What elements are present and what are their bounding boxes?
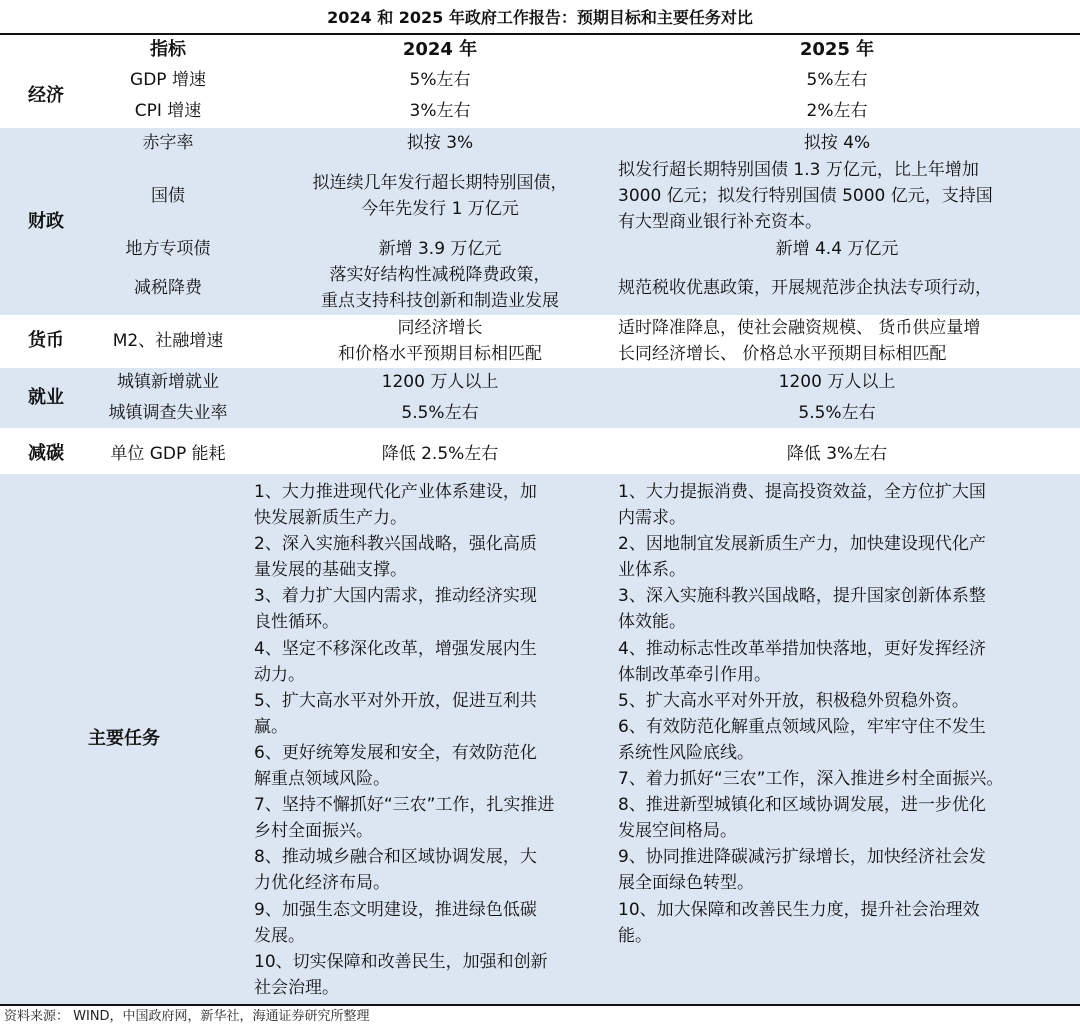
local-bonds-2024: 新增 3.9 万亿元 <box>378 239 502 259</box>
deficit-2025: 拟按 4% <box>803 133 871 153</box>
category-monetary: 货币 <box>28 330 64 351</box>
m2-2025: 适时降准降息，使社会融资规模、 货币供应量增 长同经济增长、 价格总水平预期目标相匹配 <box>618 318 981 364</box>
indicator-bonds: 国债 <box>151 186 185 206</box>
deficit-2024: 拟按 3% <box>406 133 474 153</box>
indicator-local-bonds: 地方专项债 <box>125 239 211 259</box>
indicator-unemployment: 城镇调查失业率 <box>108 403 228 423</box>
indicator-cpi: CPI 增速 <box>134 101 202 121</box>
unemployment-2025: 5.5%左右 <box>798 403 876 423</box>
gdp-2024: 5%左右 <box>409 70 471 90</box>
tasks-2025-list: 1、大力提振消费、提高投资效益，全方位扩大国 内需求。 2、因地制宜发展新质生产力，加快建设现代化产 业体系。 3、深入实施科教兴国战略，提升国家创新体系整 体效能。 4、推动标志性改革举措加快落地，更好发挥经济 体制改革牵引作用。 5、扩大高水平对外开放，积极稳外贸稳外资。 6、有效防范化解重点领域风险，牢牢守住不发生 系统性风险底线。 7、着力抓好“三农”工作，深入推进乡村全面振兴。 8、推进新型城镇化和区域协调发展，进一步优化 发展空间格局。 9、协同推进降碳减污扩绿增长，加快经济社会发 展全面绿色转型。 10、加大保障和改善民生力度，提升社会治理效 能。 <box>618 482 1004 946</box>
header-indicator: 指标 <box>150 39 186 60</box>
category-main-tasks: 主要任务 <box>88 728 160 749</box>
table-title: 2024 和 2025 年政府工作报告：预期目标和主要任务对比 <box>0 0 1080 33</box>
tax-2025: 规范税收优惠政策，开展规范涉企执法专项行动， <box>618 278 992 298</box>
cpi-2024: 3%左右 <box>409 101 471 121</box>
top-rule <box>0 33 1080 35</box>
gdp-2025: 5%左右 <box>806 70 868 90</box>
indicator-gdp: GDP 增速 <box>130 70 206 90</box>
energy-2024: 降低 2.5%左右 <box>381 444 499 464</box>
bottom-rule <box>0 1004 1080 1006</box>
indicator-deficit: 赤字率 <box>142 133 194 153</box>
new-jobs-2025: 1200 万人以上 <box>778 372 896 392</box>
indicator-new-jobs: 城镇新增就业 <box>117 372 219 392</box>
cpi-2025: 2%左右 <box>806 101 868 121</box>
tax-2024: 落实好结构性减税降费政策， 重点支持科技创新和制造业发展 <box>321 265 559 311</box>
tasks-2024-list: 1、大力推进现代化产业体系建设，加 快发展新质生产力。 2、深入实施科教兴国战略，强化高质 量发展的基础支撑。 3、着力扩大国内需求，推动经济实现 良性循环。 4、坚定不移深化改革，增强发展内生 动力。 5、扩大高水平对外开放，促进互利共 赢。 6、更好统筹发展和安全，有效防范化 解重点领域风险。 7、坚持不懈抓好“三农”工作，扎实推进 乡村全面振兴。 8、推动城乡融合和区域协调发展，大 力优化经济布局。 9、加强生态文明建设，推进绿色低碳 发展。 10、切实保障和改善民生，加强和创新 社会治理。 <box>254 482 555 998</box>
header-2025: 2025 年 <box>799 39 875 60</box>
m2-2024: 同经济增长 和价格水平预期目标相匹配 <box>338 318 542 364</box>
bonds-2024: 拟连续几年发行超长期特别国债， 今年先发行 1 万亿元 <box>312 173 568 219</box>
header-2024: 2024 年 <box>402 39 478 60</box>
indicator-tax: 减税降费 <box>134 278 202 298</box>
category-employment: 就业 <box>28 387 64 408</box>
source-note: 资料来源： WIND，中国政府网，新华社，海通证券研究所整理 <box>4 1009 370 1024</box>
local-bonds-2025: 新增 4.4 万亿元 <box>775 239 899 259</box>
category-economy: 经济 <box>28 85 64 106</box>
unemployment-2024: 5.5%左右 <box>401 403 479 423</box>
bonds-2025: 拟发行超长期特别国债 1.3 万亿元，比上年增加 3000 亿元；拟发行特别国债 5000 亿元，支持国 有大型商业银行补充资本。 <box>618 160 993 232</box>
category-fiscal: 财政 <box>28 210 64 232</box>
category-carbon: 减碳 <box>28 443 64 464</box>
indicator-m2: M2、社融增速 <box>112 331 224 351</box>
energy-2025: 降低 3%左右 <box>786 444 888 464</box>
indicator-energy: 单位 GDP 能耗 <box>110 444 226 464</box>
new-jobs-2024: 1200 万人以上 <box>381 372 499 392</box>
